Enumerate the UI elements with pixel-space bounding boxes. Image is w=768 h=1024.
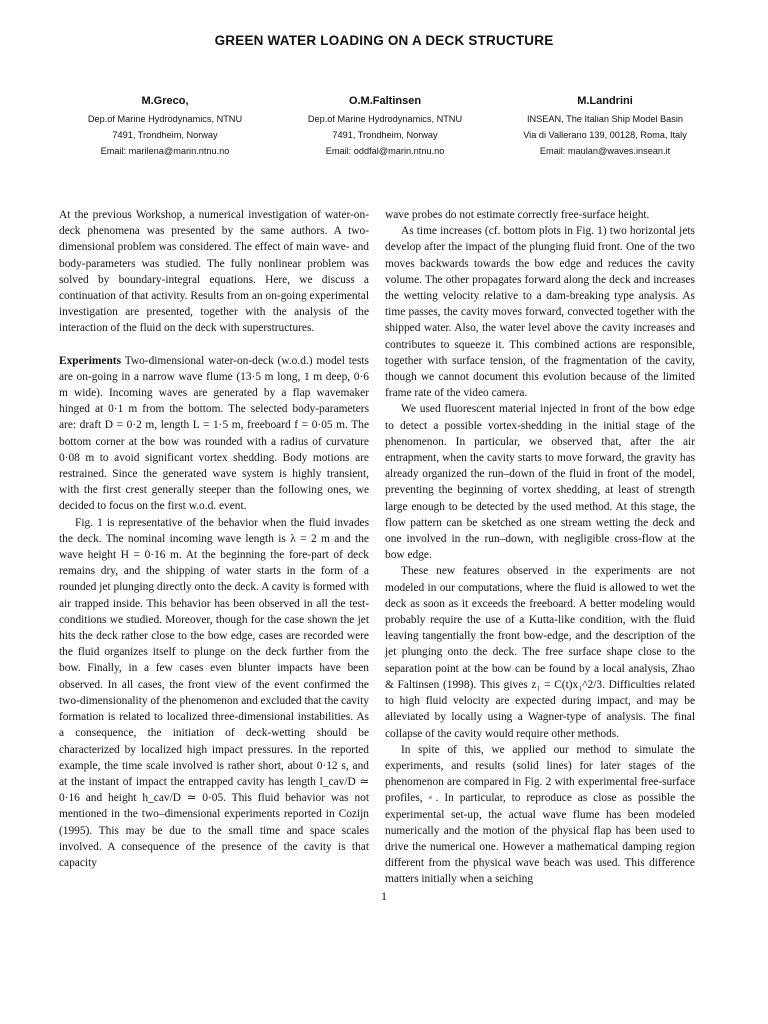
page-number: 1 <box>381 889 387 903</box>
author-name: O.M.Faltinsen <box>348 95 422 107</box>
author-address: 7491, Trondheim, Norway <box>112 130 218 140</box>
author-address: Via di Vallerano 139, 00128, Roma, Italy <box>523 130 687 140</box>
experiments-text: Two-dimensional water-on-deck (w.o.d.) model tests are on-going in a narrow wave flume (13·5 m long, 1 m deep, 0·6 m wide). Incoming waves are generated by a flap wavemaker hinged at 0·1 m from the bottom. The selected body-parameters are: draft D = 0·2 m, length L = 1·5 m, freeboard f = 0·05 m. The bottom corner at the bow was rounded with a radius of curvature 0·08 m to avoid significant vortex shedding. Body motions are restrained. Since the generated wave system is highly transient, with the first crest generally steeper than the following ones, we decided to focus on the first w.o.d. event. <box>59 354 369 513</box>
fig1-paragraph: Fig. 1 is representative of the behavior when the fluid invades the deck. The nominal incoming wave length is λ = 2 m and the wave height H = 0·16 m. At the beginning the fore-part of deck remains dry, and the shipping of water starts in the form of a rounded jet plunging directly onto the deck. A cavity is formed with air trapped inside. This behavior has been observed in all the test-conditions we studied. Moreover, though for the case shown the jet hits the deck rather close to the bow edge, cases are recorded were the fluid organizes itself to plunge on the deck further from the bow. Finally, in a few cases even blunter impacts have been observed. In all cases, the front view of the event confirmed the two-dimensionality of the phenomenon and excluded that the cavity formation is related to localized three-dimensional instabilities. As a consequence, the initiation of deck-wetting should be characterized by localized high impact pressures. In the reported example, the time scale involved is rather short, about 0·12 s, and at the instant of impact the entrapped cavity has length l_cav/D ≃ 0·16 and height h_cav/D ≃ 0·05. This fluid behavior was not mentioned in the two–dimensional experiments reported in Cozijn (1995). This may be due to the small time and space scales involved. A consequence of the presence of the cavity is that capacity <box>59 516 369 869</box>
author-email: Email: oddfal@marin.ntnu.no <box>325 146 445 156</box>
continuation-paragraph: wave probes do not estimate correctly free-surface height. <box>385 209 650 221</box>
experiments-paragraph <box>59 353 369 515</box>
experiments-heading: Experiments <box>59 354 122 367</box>
paper-title: GREEN WATER LOADING ON A DECK STRUCTURE <box>214 33 554 48</box>
fluorescent-paragraph: We used fluorescent material injected in front of the bow edge to detect a possible vortex-shedding in the initial stage of the phenomenon. In particular, we observed that, after the air entrapment, when the cavity starts to move forward, the gravity has already organized the run–down of the fluid in front of the model, preventing the beginning of vortex shedding, at least of strength large enough to be detected by the used method. At this stage, the flow pattern can be sketched as one stream wetting the deck and one involved in the run–down, with negligible cross-flow at the bow edge. <box>385 403 695 562</box>
intro-paragraph: At the previous Workshop, a numerical investigation of water-on-deck phenomena was presented by the same authors. A two-dimensional problem was considered. The effect of main wave- and body-parameters was studied. The fully nonlinear problem was solved by boundary-integral equations. Here, we discuss a continuation of that activity. Results from an on-going experimental investigation are presented, together with the analysis of the interaction of the fluid on the deck with superstructures. <box>59 209 369 335</box>
author-affiliation: INSEAN, The Italian Ship Model Basin <box>526 114 684 124</box>
author-landrini <box>500 93 710 159</box>
author-address: 7491, Trondheim, Norway <box>332 130 438 140</box>
author-name: M.Greco, <box>141 95 189 107</box>
author-email: Email: maulan@waves.insean.it <box>539 146 671 156</box>
left-column <box>59 207 369 871</box>
author-email: Email: marilena@marin.ntnu.no <box>100 146 230 156</box>
author-name: M.Landrini <box>577 95 633 107</box>
author-faltinsen <box>280 93 490 159</box>
in-spite-paragraph: In spite of this, we applied our method to simulate the experiments, and results (solid lines) for later stages of the phenomenon are compared in Fig. 2 with experimental free-surface profiles, ◦. In particular, to reproduce as close as possible the experimental set-up, the actual wave flume has been modeled numerically and the motion of the physical flap has been used to drive the numerical one. However a mathematical damping region different from the physical wave beach was used. This difference matters initially when a seiching <box>385 743 695 886</box>
new-features-paragraph: These new features observed in the experiments are not modeled in our computations, where the fluid is allowed to wet the deck as soon as it exceeds the freeboard. A better modeling would probably require the use of a Kutta-like condition, with the fluid leaving tangentially the front bow-edge, and the description of the jet plunging onto the deck. The free surface shape close to the separation point at the bow can be found by a local analysis, Zhao & Faltinsen (1998). This gives z₁ = C(t)x₁^2/3. Difficulties related to high fluid velocity are expected during impact, and may be alleviated by locally using a Wagner-type of analysis. The final collapse of the cavity would require other methods. <box>385 565 695 740</box>
time-paragraph: As time increases (cf. bottom plots in Fig. 1) two horizontal jets develop after the impact of the plunging fluid front. One of the two moves backwards towards the bow edge and reduces the cavity volume. The other propagates forward along the deck and increases the wetting velocity relative to a dam-breaking type analysis. As time passes, the cavity moves forward, convected together with the shipped water. Also, the water level above the cavity increases and contributes to squeeze it. This combined actions are responsible, together with surface tension, of the fragmentation of the cavity, though we cannot document this evolution because of the limited frame rate of the video camera. <box>385 225 695 400</box>
author-greco <box>60 93 270 159</box>
author-affiliation: Dep.of Marine Hydrodynamics, NTNU <box>87 114 243 124</box>
author-affiliation: Dep.of Marine Hydrodynamics, NTNU <box>307 114 463 124</box>
author-block <box>60 93 710 159</box>
right-column <box>385 207 695 888</box>
